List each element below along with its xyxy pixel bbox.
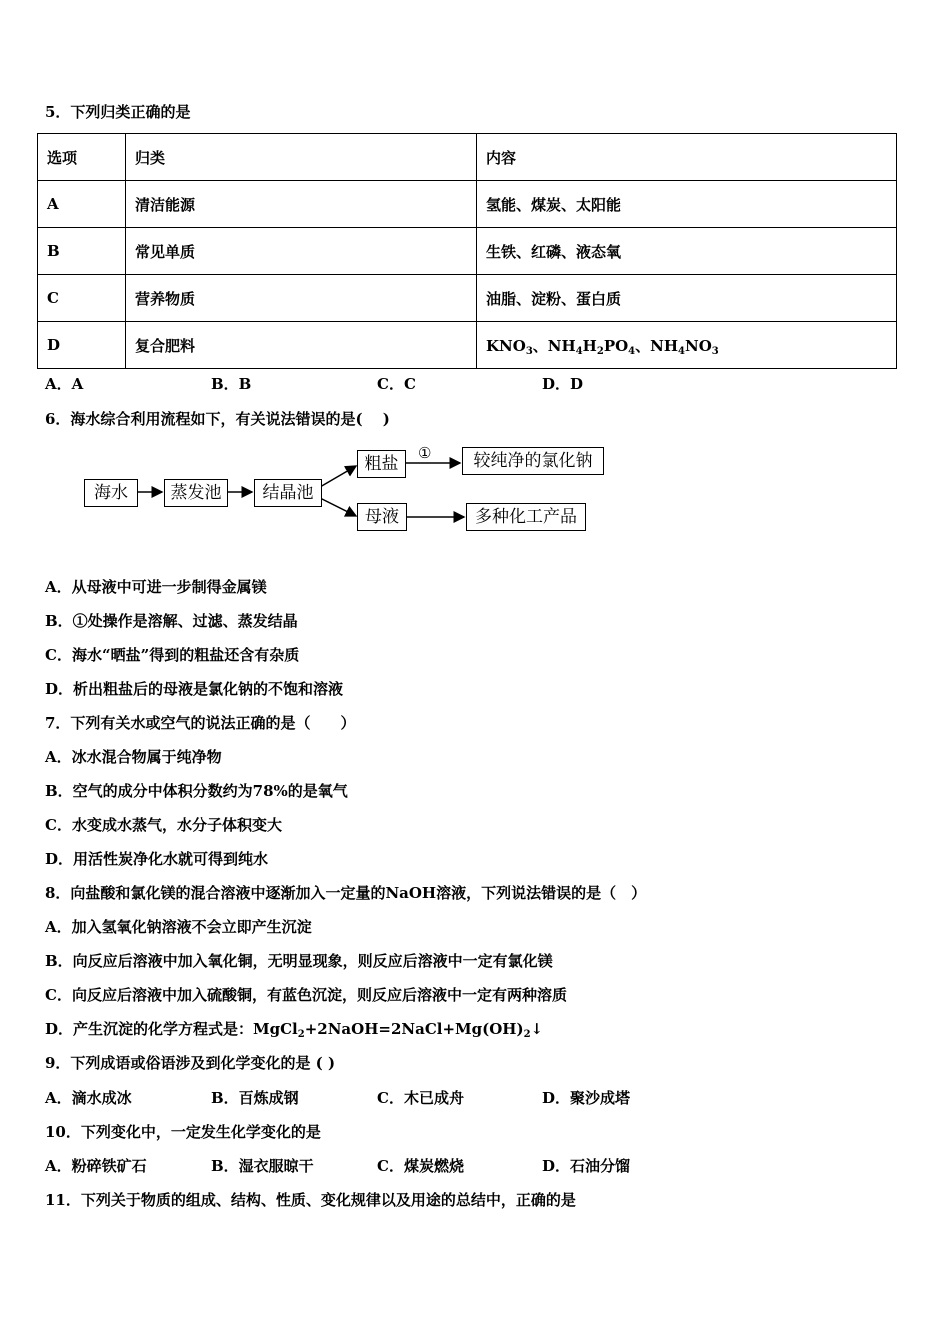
q6-choice-c[interactable]: C．海水“晒盐”得到的粗盐还含有杂质 [45, 646, 300, 664]
q5-choice-c[interactable]: C．C [377, 375, 416, 393]
q10-stem: 10．下列变化中，一定发生化学变化的是 [45, 1123, 321, 1141]
flow-crystallization-box: 结晶池 [254, 479, 322, 507]
q6-choice-b[interactable]: B．①处操作是溶解、过滤、蒸发结晶 [45, 612, 298, 630]
flow-pure-nacl-box: 较纯净的氯化钠 [462, 447, 604, 475]
q9-stem: 9．下列成语或俗语涉及到化学变化的是 ( ) [45, 1054, 336, 1072]
q5-stem: 5．下列归类正确的是 [45, 103, 191, 121]
arrow-cryst-crude [320, 466, 356, 487]
row-option: D [38, 322, 126, 369]
q6-choice-d[interactable]: D．析出粗盐后的母液是氯化钠的不饱和溶液 [45, 680, 344, 698]
q10-choice-a[interactable]: A．粉碎铁矿石 [45, 1157, 147, 1175]
row-category: 清洁能源 [126, 181, 477, 228]
flow-products-box: 多种化工产品 [466, 503, 586, 531]
q9-choice-d[interactable]: D．聚沙成塔 [542, 1089, 631, 1107]
q10-choice-d[interactable]: D．石油分馏 [542, 1157, 631, 1175]
arrow-cryst-mother [320, 498, 356, 516]
row-content: 生铁、红磷、液态氧 [477, 228, 897, 275]
q5-choice-d[interactable]: D．D [542, 375, 584, 393]
q8-stem: 8．向盐酸和氯化镁的混合溶液中逐渐加入一定量的NaOH溶液，下列说法错误的是（ ） [45, 884, 647, 902]
q5-choice-b[interactable]: B．B [211, 375, 252, 393]
row-category: 营养物质 [126, 275, 477, 322]
row-category: 常见单质 [126, 228, 477, 275]
q7-stem: 7．下列有关水或空气的说法正确的是（ ） [45, 714, 356, 732]
q8-choice-c[interactable]: C．向反应后溶液中加入硫酸铜，有蓝色沉淀，则反应后溶液中一定有两种溶质 [45, 986, 567, 1004]
q7-choice-d[interactable]: D．用活性炭净化水就可得到纯水 [45, 850, 269, 868]
header-option: 选项 [38, 134, 126, 181]
header-category: 归类 [126, 134, 477, 181]
flow-seawater-box: 海水 [84, 479, 138, 507]
q8-choice-d[interactable] [45, 1019, 543, 1039]
q7-choice-b[interactable]: B．空气的成分中体积分数约为78%的是氧气 [45, 782, 348, 800]
q9-choice-b[interactable]: B．百炼成钢 [211, 1089, 299, 1107]
row-content: 氢能、煤炭、太阳能 [477, 181, 897, 228]
flow-step-label: ① [418, 444, 432, 462]
q7-choice-a[interactable]: A．冰水混合物属于纯净物 [45, 748, 222, 766]
q9-choice-a[interactable]: A．滴水成冰 [45, 1089, 132, 1107]
q11-stem: 11．下列关于物质的组成、结构、性质、变化规律以及用途的总结中，正确的是 [45, 1191, 576, 1209]
row-content-formula: $KNO_3$、$NH_4H_2PO_4$、$NH_4NO_3$ [477, 322, 897, 369]
flow-arrows [0, 0, 950, 560]
flow-mother-liquor-box: 母液 [357, 503, 407, 531]
header-content: 内容 [477, 134, 897, 181]
q8-choice-b[interactable]: B．向反应后溶液中加入氧化铜，无明显现象，则反应后溶液中一定有氯化镁 [45, 952, 553, 970]
flow-evaporation-box: 蒸发池 [164, 479, 228, 507]
q10-choice-b[interactable]: B．湿衣服晾干 [211, 1157, 314, 1175]
q9-choice-c[interactable]: C．木已成舟 [377, 1089, 464, 1107]
row-category: 复合肥料 [126, 322, 477, 369]
q10-choice-c[interactable]: C．煤炭燃烧 [377, 1157, 464, 1175]
q8-choice-d-text: D．产生沉淀的化学方程式是： [45, 1020, 254, 1038]
row-option: C [38, 275, 126, 322]
q8-choice-a[interactable]: A．加入氢氧化钠溶液不会立即产生沉淀 [45, 918, 312, 936]
row-content: 油脂、淀粉、蛋白质 [477, 275, 897, 322]
q6-stem: 6．海水综合利用流程如下，有关说法错误的是( ) [45, 410, 390, 428]
flow-crude-salt-box: 粗盐 [357, 450, 406, 478]
row-option: A [38, 181, 126, 228]
q6-choice-a[interactable]: A．从母液中可进一步制得金属镁 [45, 578, 267, 596]
q5-choice-a[interactable]: A．A [45, 375, 84, 393]
q8-equation: $MgCl_2+2NaOH=2NaCl+Mg(OH)_2↓$ [253, 1020, 544, 1040]
row-option: B [38, 228, 126, 275]
q7-choice-c[interactable]: C．水变成水蒸气，水分子体积变大 [45, 816, 282, 834]
